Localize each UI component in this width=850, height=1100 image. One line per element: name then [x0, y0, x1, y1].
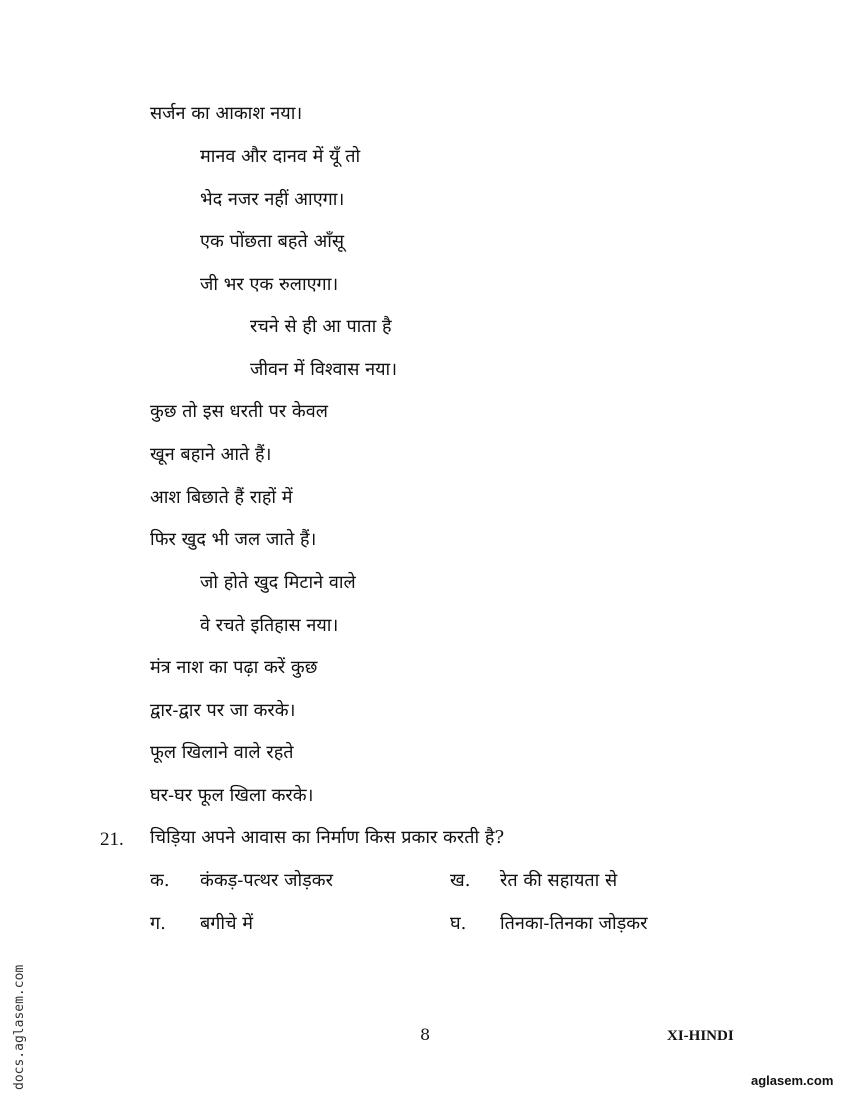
poem-line: कुछ तो इस धरती पर केवल: [150, 401, 328, 422]
question-text: चिड़िया अपने आवास का निर्माण किस प्रकार करती है?: [150, 827, 505, 848]
poem-line: द्वार-द्वार पर जा करके।: [150, 700, 296, 721]
question-number: 21.: [100, 829, 124, 850]
poem-line: जो होते खुद मिटाने वाले: [200, 572, 356, 593]
side-watermark: docs.aglasem.com: [12, 964, 27, 1090]
brand-watermark: aglasem.com: [751, 1073, 834, 1088]
poem-line: जी भर एक रुलाएगा।: [200, 274, 339, 295]
subject-code: XI-HINDI: [667, 1028, 734, 1044]
option-label-kha: ख.: [450, 870, 471, 891]
poem-line: भेद नजर नहीं आएगा।: [200, 189, 345, 210]
option-text-kha: रेत की सहायता से: [500, 870, 618, 891]
poem-line: जीवन में विश्वास नया।: [250, 359, 398, 380]
poem-line: आश बिछाते हैं राहों में: [150, 487, 293, 508]
poem-line: रचने से ही आ पाता है: [250, 316, 392, 337]
poem-line: सर्जन का आकाश नया।: [150, 103, 303, 124]
poem-line: घर-घर फूल खिला करके।: [150, 785, 314, 806]
page-number: 8: [420, 1025, 431, 1044]
poem-line: मानव और दानव में यूँ तो: [200, 146, 361, 167]
option-label-ga: ग.: [150, 913, 166, 934]
option-text-ka: कंकड़-पत्थर जोड़कर: [200, 870, 333, 891]
poem-line: एक पोंछता बहते आँसू: [200, 231, 345, 252]
poem-line: वे रचते इतिहास नया।: [200, 615, 339, 636]
option-text-gha: तिनका-तिनका जोड़कर: [500, 913, 648, 934]
option-label-gha: घ.: [450, 913, 467, 934]
poem-line: फिर खुद भी जल जाते हैं।: [150, 529, 317, 550]
option-text-ga: बगीचे में: [200, 913, 253, 934]
poem-line: खून बहाने आते हैं।: [150, 444, 272, 465]
poem-line: फूल खिलाने वाले रहते: [150, 742, 294, 763]
option-label-ka: क.: [150, 870, 170, 891]
poem-line: मंत्र नाश का पढ़ा करें कुछ: [150, 657, 318, 678]
